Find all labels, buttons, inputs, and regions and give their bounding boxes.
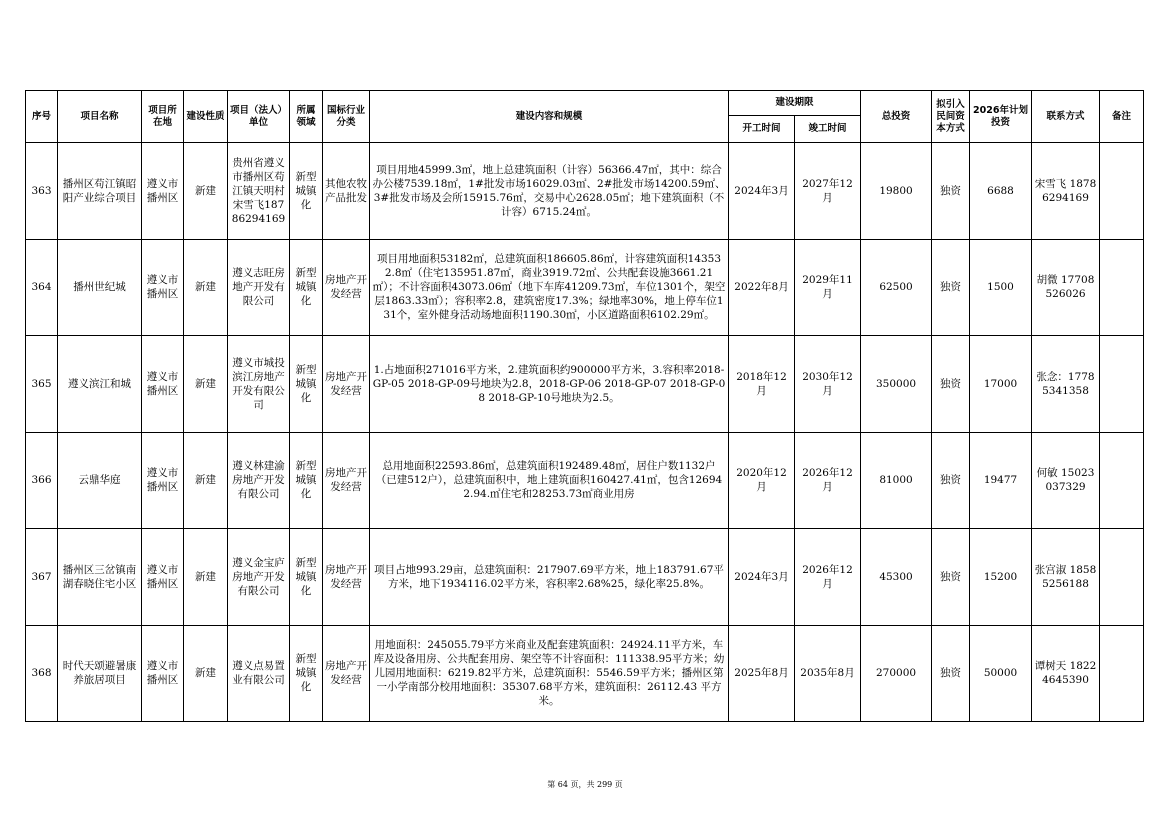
cell-seq: 364: [26, 239, 58, 336]
cell-content: 项目用地45999.3㎡，地上总建筑面积（计容）56366.47㎡，其中：综合办公楼7539.18㎡，1#批发市场16029.03㎡、2#批发市场14200.59㎡、3#批发市场及会所15915.76㎡，交易中心2628.05㎡；地下建筑面积（不计容）6715.24㎡。: [370, 143, 729, 240]
cell-name: 遵义滨江和城: [58, 336, 142, 433]
cell-contact: 何敏 15023037329: [1032, 432, 1100, 529]
cell-end: 2029年11月: [795, 239, 861, 336]
cell-mode: 独资: [932, 529, 970, 626]
table-row: [26, 143, 1144, 240]
cell-total: 350000: [861, 336, 932, 433]
cell-content: 总用地面积22593.86㎡，总建筑面积192489.48㎡，居住户数1132户（已建512户），总建筑面积中，地上建筑面积160427.41㎡，包含126942.94.㎡住宅和28253.73㎡商业用房: [370, 432, 729, 529]
cell-seq: 365: [26, 336, 58, 433]
cell-location: 遵义市播州区: [142, 625, 184, 722]
cell-nature: 新建: [184, 529, 228, 626]
cell-content: 1.占地面积271016平方米，2.建筑面积约900000平方米，3.容积率2018-GP-05 2018-GP-09号地块为2.8，2018-GP-06 2018-GP-07 2018-GP-08 2018-GP-10号地块为2.5。: [370, 336, 729, 433]
cell-plan: 17000: [970, 336, 1032, 433]
cell-total: 62500: [861, 239, 932, 336]
cell-mode: 独资: [932, 432, 970, 529]
cell-nature: 新建: [184, 625, 228, 722]
cell-industry: 房地产开发经营: [323, 529, 370, 626]
cell-end: 2030年12月: [795, 336, 861, 433]
cell-end: 2035年8月: [795, 625, 861, 722]
cell-owner: 遵义金宝庐房地产开发有限公司: [228, 529, 290, 626]
cell-mode: 独资: [932, 336, 970, 433]
cell-start: 2024年3月: [729, 529, 795, 626]
cell-total: 45300: [861, 529, 932, 626]
cell-plan: 6688: [970, 143, 1032, 240]
cell-field: 新型城镇化: [290, 239, 323, 336]
cell-plan: 50000: [970, 625, 1032, 722]
header-start: 开工时间: [729, 116, 795, 143]
cell-nature: 新建: [184, 432, 228, 529]
cell-content: 项目占地993.29亩，总建筑面积：217907.69平方米，地上183791.67平方米，地下1934116.02平方米，容积率2.68%25，绿化率25.8%。: [370, 529, 729, 626]
cell-field: 新型城镇化: [290, 143, 323, 240]
cell-location: 遵义市播州区: [142, 336, 184, 433]
table-row: [26, 625, 1144, 722]
cell-total: 19800: [861, 143, 932, 240]
table-row: [26, 336, 1144, 433]
header-remark: 备注: [1100, 91, 1144, 143]
cell-mode: 独资: [932, 143, 970, 240]
cell-location: 遵义市播州区: [142, 143, 184, 240]
header-total: 总投资: [861, 91, 932, 143]
cell-location: 遵义市播州区: [142, 239, 184, 336]
cell-mode: 独资: [932, 239, 970, 336]
cell-total: 81000: [861, 432, 932, 529]
cell-seq: 363: [26, 143, 58, 240]
cell-contact: 胡微 17708526026: [1032, 239, 1100, 336]
header-field: 所属领域: [290, 91, 323, 143]
header-owner: 项目（法人）单位: [228, 91, 290, 143]
table-row: [26, 529, 1144, 626]
header-nature: 建设性质: [184, 91, 228, 143]
cell-field: 新型城镇化: [290, 529, 323, 626]
cell-name: 播州区三岔镇南湖春晓住宅小区: [58, 529, 142, 626]
cell-start: 2024年3月: [729, 143, 795, 240]
cell-remark: [1100, 529, 1144, 626]
cell-owner: 遵义市城投滨江房地产开发有限公司: [228, 336, 290, 433]
cell-plan: 19477: [970, 432, 1032, 529]
cell-owner: 遵义志旺房地产开发有限公司: [228, 239, 290, 336]
cell-remark: [1100, 239, 1144, 336]
header-seq: 序号: [26, 91, 58, 143]
cell-name: 云鼎华庭: [58, 432, 142, 529]
header-end: 竣工时间: [795, 116, 861, 143]
cell-plan: 15200: [970, 529, 1032, 626]
cell-start: 2020年12月: [729, 432, 795, 529]
cell-total: 270000: [861, 625, 932, 722]
cell-remark: [1100, 336, 1144, 433]
table-row: [26, 432, 1144, 529]
cell-nature: 新建: [184, 239, 228, 336]
cell-field: 新型城镇化: [290, 336, 323, 433]
cell-industry: 房地产开发经营: [323, 336, 370, 433]
cell-start: 2018年12月: [729, 336, 795, 433]
cell-industry: 房地产开发经营: [323, 432, 370, 529]
cell-field: 新型城镇化: [290, 432, 323, 529]
cell-remark: [1100, 143, 1144, 240]
header-capital-mode: 拟引入民间资本方式: [932, 91, 970, 143]
header-location: 项目所在地: [142, 91, 184, 143]
cell-mode: 独资: [932, 625, 970, 722]
cell-location: 遵义市播州区: [142, 529, 184, 626]
cell-seq: 366: [26, 432, 58, 529]
cell-industry: 房地产开发经营: [323, 239, 370, 336]
cell-name: 播州区苟江镇昭阳产业综合项目: [58, 143, 142, 240]
header-period: 建设期限: [729, 91, 861, 116]
cell-content: 用地面积：245055.79平方米商业及配套建筑面积：24924.11平方米，车库及设备用房、公共配套用房、架空等不计容面积：111338.95平方米；幼儿园用地面积：6219.82平方米，总建筑面积：5546.59平方米；播州区第一小学南部分校用地面积：35307.68平方米，建筑面积：26112.43 平方米。: [370, 625, 729, 722]
cell-name: 时代天颂避暑康养旅居项目: [58, 625, 142, 722]
cell-contact: 谭树天 18224645390: [1032, 625, 1100, 722]
cell-plan: 1500: [970, 239, 1032, 336]
cell-end: 2026年12月: [795, 529, 861, 626]
cell-name: 播州世纪城: [58, 239, 142, 336]
cell-owner: 遵义点易置业有限公司: [228, 625, 290, 722]
cell-contact: 宋雪飞 18786294169: [1032, 143, 1100, 240]
cell-start: 2025年8月: [729, 625, 795, 722]
cell-nature: 新建: [184, 143, 228, 240]
cell-contact: 张念：17785341358: [1032, 336, 1100, 433]
cell-nature: 新建: [184, 336, 228, 433]
header-contact: 联系方式: [1032, 91, 1100, 143]
cell-seq: 368: [26, 625, 58, 722]
cell-content: 项目用地面积53182㎡，总建筑面积186605.86㎡，计容建筑面积143532.8㎡（住宅135951.87㎡，商业3919.72㎡、公共配套设施3661.21㎡）；不计容面积43073.06㎡（地下车库41209.73㎡，车位1301个，架空层1863.33㎡）；容积率2.8，建筑密度17.3%；绿地率30%，地上停车位131个，室外健身活动场地面积1190.30㎡，小区道路面积6102.29㎡。: [370, 239, 729, 336]
cell-start: 2022年8月: [729, 239, 795, 336]
project-table: [25, 90, 1144, 722]
cell-industry: 房地产开发经营: [323, 625, 370, 722]
cell-owner: 遵义林建渝房地产开发有限公司: [228, 432, 290, 529]
header-name: 项目名称: [58, 91, 142, 143]
table-row: [26, 239, 1144, 336]
cell-remark: [1100, 432, 1144, 529]
header-content: 建设内容和规模: [370, 91, 729, 143]
page-footer: 第 64 页，共 299 页: [547, 780, 623, 789]
cell-location: 遵义市播州区: [142, 432, 184, 529]
cell-owner: 贵州省遵义市播州区苟江镇天明村宋雪飞18786294169: [228, 143, 290, 240]
cell-contact: 张宫淑 18585256188: [1032, 529, 1100, 626]
cell-seq: 367: [26, 529, 58, 626]
header-plan-2026: 2026年计划投资: [970, 91, 1032, 143]
cell-end: 2027年12月: [795, 143, 861, 240]
cell-end: 2026年12月: [795, 432, 861, 529]
header-industry: 国标行业分类: [323, 91, 370, 143]
cell-industry: 其他农牧产品批发: [323, 143, 370, 240]
cell-remark: [1100, 625, 1144, 722]
cell-field: 新型城镇化: [290, 625, 323, 722]
